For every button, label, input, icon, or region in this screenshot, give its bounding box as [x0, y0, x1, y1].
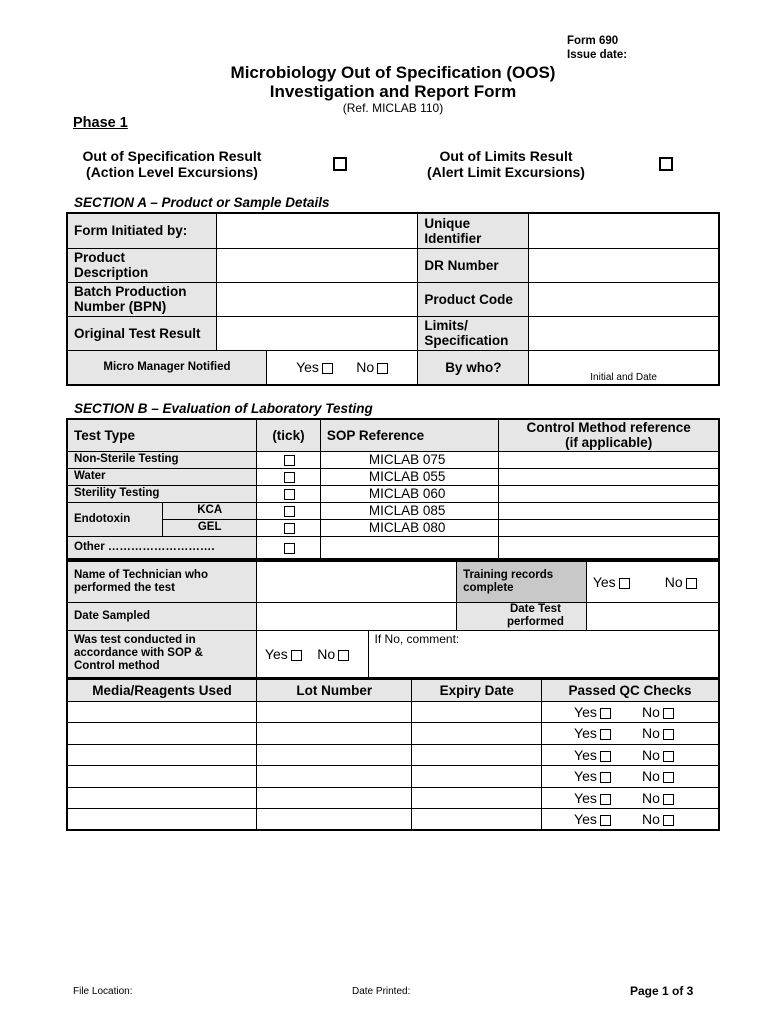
- title-line-1: Microbiology Out of Specification (OOS): [230, 63, 556, 82]
- form-initiated-field[interactable]: [217, 213, 418, 248]
- col-sop: SOP Reference: [320, 419, 499, 451]
- initial-date-field[interactable]: Initial and Date: [529, 350, 719, 385]
- test-water: Water: [67, 468, 257, 485]
- tick-kca[interactable]: [257, 502, 321, 519]
- col-qc: Passed QC Checks: [542, 679, 719, 701]
- media-row: [67, 787, 719, 809]
- sop-sterility: MICLAB 060: [320, 485, 499, 502]
- tick-gel[interactable]: [257, 519, 321, 536]
- technician-label: Name of Technician who performed the test: [67, 561, 256, 602]
- training-yes-no[interactable]: Yes No: [586, 561, 719, 602]
- form-initiated-label: Form Initiated by:: [67, 213, 217, 248]
- col-tick: (tick): [257, 419, 321, 451]
- qc-yes-no[interactable]: Yes No: [542, 809, 719, 831]
- qc-yes-no[interactable]: Yes No: [542, 766, 719, 788]
- micro-manager-label: Micro Manager Notified: [67, 350, 266, 385]
- col-test-type: Test Type: [67, 419, 257, 451]
- sop-non-sterile: MICLAB 075: [320, 451, 499, 468]
- training-label: Training records complete: [457, 561, 587, 602]
- control-gel[interactable]: [499, 519, 719, 536]
- technician-field[interactable]: [256, 561, 456, 602]
- issue-date: Issue date:: [567, 49, 628, 61]
- phase-heading: Phase 1: [73, 115, 128, 131]
- bpn-label: Batch Production Number (BPN): [67, 282, 217, 316]
- test-kca: KCA: [163, 502, 257, 519]
- form-number: Form 690: [567, 35, 619, 47]
- qc-yes-no[interactable]: Yes No: [542, 723, 719, 745]
- if-no-comment-field[interactable]: If No, comment:: [368, 630, 719, 678]
- bpn-field[interactable]: [217, 282, 418, 316]
- tick-non-sterile[interactable]: [257, 451, 321, 468]
- conducted-label: Was test conducted in accordance with SOP & Control method: [67, 630, 256, 678]
- dr-number-label: DR Number: [418, 248, 529, 282]
- media-table: [66, 678, 720, 831]
- reference: (Ref. MICLAB 110): [342, 101, 444, 115]
- ool-checkbox[interactable]: [659, 157, 673, 171]
- oos-checkbox[interactable]: [333, 157, 347, 171]
- control-other[interactable]: [499, 536, 719, 559]
- date-printed: Date Printed:: [352, 986, 411, 997]
- tick-sterility[interactable]: [257, 485, 321, 502]
- section-a-title: SECTION A – Product or Sample Details: [74, 195, 330, 210]
- qc-yes-no[interactable]: Yes No: [542, 787, 719, 809]
- control-water[interactable]: [499, 468, 719, 485]
- test-endotoxin: Endotoxin: [67, 502, 163, 536]
- section-b-technician-table: [66, 560, 720, 679]
- section-b-test-table: [66, 418, 720, 560]
- control-sterility[interactable]: [499, 485, 719, 502]
- control-kca[interactable]: [499, 502, 719, 519]
- micro-manager-yes-no[interactable]: Yes No: [266, 350, 417, 385]
- conducted-yes-no[interactable]: Yes No: [256, 630, 368, 678]
- page-number: Page 1 of 3: [630, 984, 694, 998]
- date-sampled-label: Date Sampled: [67, 602, 256, 630]
- col-media: Media/Reagents Used: [67, 679, 257, 701]
- file-location: File Location:: [73, 986, 133, 997]
- date-test-label: Date Test performed: [457, 602, 587, 630]
- sop-water: MICLAB 055: [320, 468, 499, 485]
- limits-label: Limits/ Specification: [418, 316, 529, 350]
- col-lot: Lot Number: [257, 679, 412, 701]
- by-who-label: By who?: [418, 350, 529, 385]
- sop-gel: MICLAB 080: [320, 519, 499, 536]
- unique-id-field[interactable]: [529, 213, 719, 248]
- media-row: [67, 766, 719, 788]
- sop-kca: MICLAB 085: [320, 502, 499, 519]
- media-row: [67, 723, 719, 745]
- product-code-label: Product Code: [418, 282, 529, 316]
- sop-other[interactable]: [320, 536, 499, 559]
- qc-yes-no[interactable]: Yes No: [542, 744, 719, 766]
- test-non-sterile: Non-Sterile Testing: [67, 451, 257, 468]
- date-test-field[interactable]: [586, 602, 719, 630]
- media-row: [67, 744, 719, 766]
- media-row: [67, 701, 719, 723]
- qc-yes-no[interactable]: Yes No: [542, 701, 719, 723]
- original-result-label: Original Test Result: [67, 316, 217, 350]
- ool-label: Out of Limits Result (Alert Limit Excursions): [427, 148, 585, 180]
- title-line-2: Investigation and Report Form: [269, 82, 517, 101]
- unique-id-label: Unique Identifier: [418, 213, 529, 248]
- control-non-sterile[interactable]: [499, 451, 719, 468]
- media-row: [67, 809, 719, 831]
- product-code-field[interactable]: [529, 282, 719, 316]
- tick-other[interactable]: [257, 536, 321, 559]
- col-expiry: Expiry Date: [412, 679, 542, 701]
- dr-number-field[interactable]: [529, 248, 719, 282]
- section-b-title: SECTION B – Evaluation of Laboratory Testing: [74, 401, 373, 416]
- tick-water[interactable]: [257, 468, 321, 485]
- oos-label: Out of Specification Result (Action Level Excursions): [82, 148, 262, 180]
- original-result-field[interactable]: [217, 316, 418, 350]
- test-gel: GEL: [163, 519, 257, 536]
- section-a-table: [66, 212, 720, 386]
- col-control-method: Control Method reference (if applicable): [499, 419, 719, 451]
- test-sterility: Sterility Testing: [67, 485, 257, 502]
- product-desc-field[interactable]: [217, 248, 418, 282]
- date-sampled-field[interactable]: [256, 602, 456, 630]
- product-desc-label: Product Description: [67, 248, 217, 282]
- test-other: Other ……………………….: [67, 536, 257, 559]
- limits-field[interactable]: [529, 316, 719, 350]
